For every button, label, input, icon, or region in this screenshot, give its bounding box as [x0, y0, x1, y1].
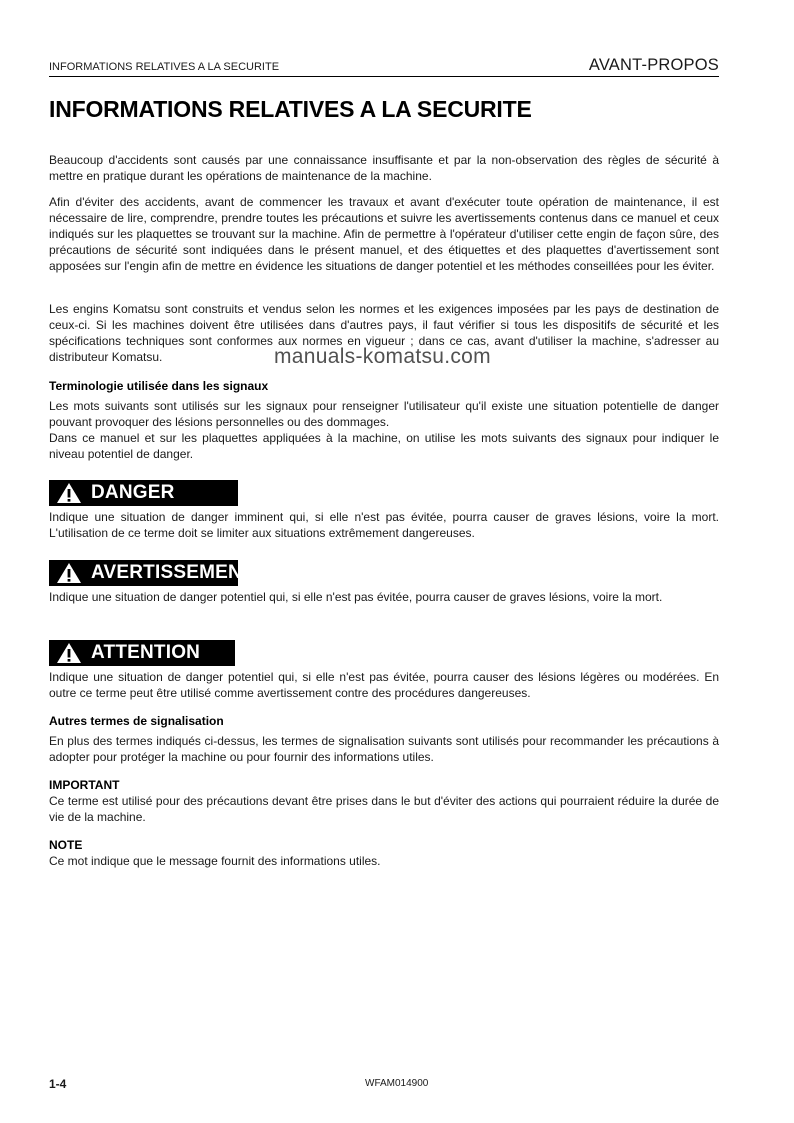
intro-paragraph-2: Afin d'éviter des accidents, avant de commencer les travaux et avant d'exécuter toute opération de maintenance, il est nécessaire de lire, comprendre, prendre toutes les précautions et suivre les avertissements contenus dans ce manuel et ceux indiqués sur les plaquettes se trouvant sur la machine. Afin de permettre à l'opérateur d'utiliser cette engin de façon sûre, des précautions de sécurité sont indiquées dans le présent manuel, et des étiquettes et des plaquettes d'avertissement sont apposées sur l'engin afin de mettre en évidence les situations de danger potentiel et les méthodes conseillées pour les éviter.	[49, 195, 719, 273]
intro-paragraph-3: Les engins Komatsu sont construits et vendus selon les normes et les exigences imposées par les pays de destination de ceux-ci. Si les machines doivent être utilisées dans d'autres pays, il faut vérifier si tous les dispositifs de sécurité et les spécifications techniques sont conformes aux normes en vigueur ; dans ce cas, avant d'utiliser la machine, s'adresser au distributeur Komatsu.	[49, 302, 719, 364]
avertissement-label: AVERTISSEMENT	[91, 562, 254, 583]
intro-paragraph-1: Beaucoup d'accidents sont causés par une connaissance insuffisante et par la non-observation des règles de sécurité à mettre en pratique durant les opérations de maintenance de la machine.	[49, 153, 719, 183]
watermark: manuals-komatsu.com	[274, 345, 491, 368]
terminology-paragraph-2: Dans ce manuel et sur les plaquettes appliquées à la machine, on utilise les mots suivants des signaux pour indiquer le niveau potentiel de danger.	[49, 431, 719, 461]
note-paragraph: Ce mot indique que le message fournit des informations utiles.	[49, 854, 381, 868]
document-code: WFAM014900	[365, 1078, 429, 1089]
page-title: INFORMATIONS RELATIVES A LA SECURITE	[49, 96, 532, 122]
page-number: 1-4	[49, 1077, 67, 1091]
danger-label: DANGER	[91, 482, 175, 503]
warning-triangle-icon	[56, 482, 82, 504]
warning-triangle-icon	[56, 562, 82, 584]
attention-label: ATTENTION	[91, 642, 201, 663]
danger-signal	[49, 480, 238, 506]
attention-description: Indique une situation de danger potentiel qui, si elle n'est pas évitée, pourra causer des lésions légères ou modérées. En outre ce terme peut être utilisé comme avertissement contre des procédures dangereuses.	[49, 670, 719, 700]
other-terms-paragraph: En plus des termes indiqués ci-dessus, les termes de signalisation suivants sont utilisés pour recommander les précautions à adopter pour protéger la machine ou pour fournir des informations utiles.	[49, 734, 719, 764]
manual-page	[49, 0, 719, 1123]
running-header	[49, 56, 719, 77]
header-rule	[49, 76, 719, 77]
section-name: AVANT-PROPOS	[588, 56, 719, 74]
warning-triangle-icon	[56, 642, 82, 664]
important-paragraph: Ce terme est utilisé pour des précautions devant être prises dans le but d'éviter des actions qui pourraient réduire la durée de vie de la machine.	[49, 794, 719, 824]
attention-signal	[49, 640, 235, 666]
running-title: INFORMATIONS RELATIVES A LA SECURITE	[49, 61, 280, 73]
other-terms-heading: Autres termes de signalisation	[49, 714, 224, 728]
note-heading: NOTE	[49, 838, 83, 852]
danger-description: Indique une situation de danger imminent qui, si elle n'est pas évitée, pourra causer de graves lésions, voire la mort. L'utilisation de ce terme doit se limiter aux situations extrêmement dangereuses.	[49, 510, 719, 540]
avertissement-description: Indique une situation de danger potentiel qui, si elle n'est pas évitée, pourra causer de graves lésions, voire la mort.	[49, 590, 663, 604]
important-heading: IMPORTANT	[49, 778, 120, 792]
terminology-paragraph-1: Les mots suivants sont utilisés sur les signaux pour renseigner l'utilisateur qu'il existe une situation potentielle de danger pouvant provoquer des lésions personnelles ou des dommages.	[49, 399, 719, 429]
terminology-heading: Terminologie utilisée dans les signaux	[49, 379, 269, 393]
avertissement-signal	[49, 560, 254, 586]
